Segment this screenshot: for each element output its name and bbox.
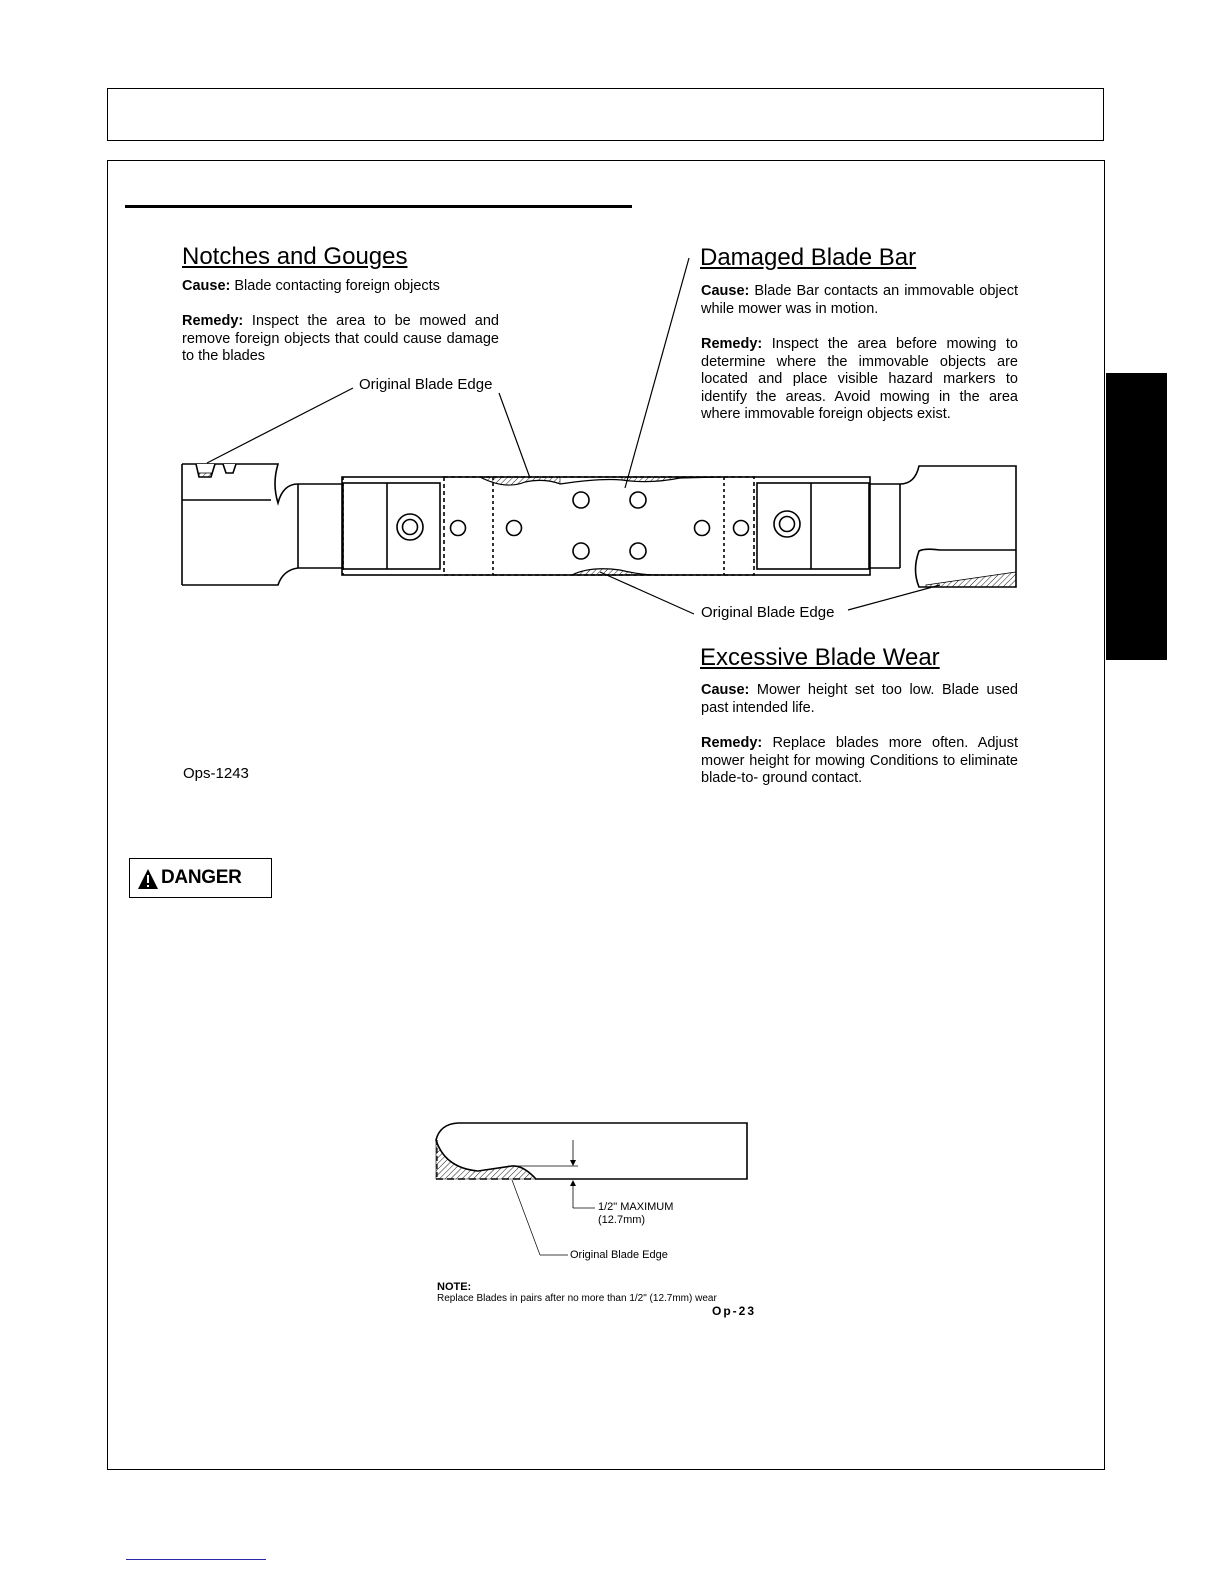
notches-cause: Cause: Blade contacting foreign objects	[182, 278, 440, 294]
wear-original-edge-label: Original Blade Edge	[570, 1249, 668, 1261]
note-title: NOTE:	[437, 1281, 472, 1293]
notches-gouges-title: Notches and Gouges	[182, 243, 408, 270]
notches-remedy: Remedy: Inspect the area to be mowed and remove foreign objects that could cause damage to the blades	[182, 313, 499, 364]
figure-code-ops: Ops-1243	[183, 765, 249, 782]
max-wear-label: 1/2" MAXIMUM	[598, 1201, 674, 1213]
damaged-remedy: Remedy: Inspect the area before mowing to determine where the immovable objects are located and place visible hazard markers to identify the areas. Avoid mowing in the area where immovable foreign objects exist.	[701, 336, 1018, 422]
blade-wear-drawing	[436, 1123, 747, 1255]
damaged-blade-bar-title: Damaged Blade Bar	[700, 244, 917, 271]
excessive-blade-wear-title: Excessive Blade Wear	[700, 644, 940, 671]
figure-code-op: Op-23	[712, 1304, 757, 1318]
original-blade-edge-label-bottom: Original Blade Edge	[701, 604, 835, 621]
max-wear-metric: (12.7mm)	[598, 1214, 646, 1226]
wear-remedy: Remedy: Replace blades more often. Adjust mower height for mowing Conditions to eliminate blade-to- ground contact.	[701, 735, 1018, 786]
danger-label-box	[129, 858, 272, 898]
note-text: Replace Blades in pairs after no more than 1/2" (12.7mm) wear	[437, 1293, 717, 1304]
wear-cause: Cause: Mower height set too low. Blade used past intended life.	[701, 682, 1018, 716]
original-blade-edge-label-top: Original Blade Edge	[359, 376, 493, 393]
damaged-cause: Cause: Blade Bar contacts an immovable object while mower was in motion.	[701, 283, 1018, 317]
danger-text: DANGER	[161, 867, 242, 888]
